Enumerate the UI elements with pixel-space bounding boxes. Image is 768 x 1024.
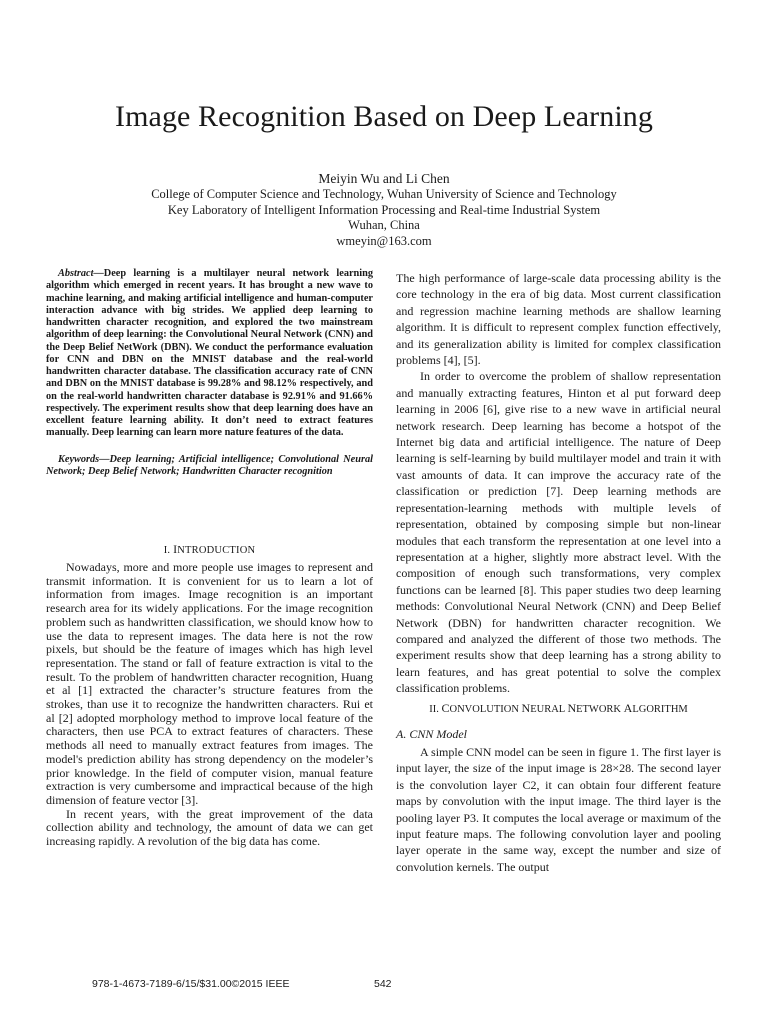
- keywords: Keywords—Deep learning; Artificial intelligence; Convolutional Neural Network; Deep Belief Network; Handwritten Character recognition: [46, 453, 373, 477]
- subsection-heading-cnn-model: A. CNN Model: [396, 727, 467, 741]
- affiliation-city: Wuhan, China: [348, 218, 420, 232]
- affiliation-block: [0, 187, 768, 249]
- body-paragraph: In order to overcome the problem of shallow representation and manually extracting features, Hinton et al put forward deep learning in 2006 [6], give rise to a new wave in artificial neural network research. Deep learning has become a hotspot of the Internet big data and artificial intelligence. The nature of Deep learning is self-learning by build multilayer model and train it with vast amounts of data. It can improve the accuracy rate of the classification or prediction [7]. Deep learning methods are representation-learning methods with multiple levels of representation, obtained by composing simple but non-linear modules that each transform the representation at one level into a representation at a higher, slightly more abstract level. With the composition of enough such transformations, very complex functions can be learned [8]. This paper studies two deep learning methods: Convolutional Neural Network (CNN) and Deep Belief Network (DBN) for handwritten character recognition. We compared and analyzed the different of those two methods. The experiment results show that deep learning has a strong ability to learn features, and has great potential to solve the complex classification problems.: [396, 369, 721, 696]
- abstract: [46, 268, 373, 440]
- right-column-body: [396, 270, 721, 697]
- paper-title: Image Recognition Based on Deep Learning: [115, 100, 653, 133]
- page-number: 542: [374, 978, 392, 990]
- footer-isbn: 978-1-4673-7189-6/15/$31.00©2015 IEEE: [92, 978, 290, 990]
- affiliation-college: College of Computer Science and Technology, Wuhan University of Science and Technology: [151, 187, 617, 201]
- author-email: wmeyin@163.com: [336, 233, 432, 248]
- section-heading-cnn: II. CONVOLUTION NEURAL NETWORK ALGORITHM: [429, 701, 688, 715]
- abstract-text: Deep learning is a multilayer neural network learning algorithm which emerged in recent years. It has brought a new wave to machine learning, and making artificial intelligence and human-computer interaction advance with big strides. We applied deep learning to handwritten character recognition, and explored the two mainstream algorithm of deep learning: the Convolutional Neural Network (CNN) and the Deep Belief NetWork (DBN). We conduct the performance evaluation for CNN and DBN on the MNIST database and the real-world handwritten character database. The classification accuracy rate of CNN and DBN on the MNIST database is 99.28% and 98.12% respectively, and on the real-world handwritten character database is 92.91% and 91.66% respectively. The experiment results show that deep learning does have an excellent feature learning ability. It don’t need to extract features manually. Deep learning can learn more nature features of the data.: [46, 268, 373, 439]
- author-names: Meiyin Wu and Li Chen: [318, 171, 450, 186]
- left-column-top: [46, 268, 373, 478]
- cnn-model-paragraph: A simple CNN model can be seen in figure 1. The first layer is input layer, the size of the input image is 28×28. The second layer is the convolution layer C2, it can obtain four different feature maps by convolution with the input image. The third layer is the pooling layer P3. It computes the local average or maximum of the input feature maps. The following convolution layer and pooling layer operate in the same way, except the number and size of convolution kernels. The output: [396, 745, 721, 874]
- intro-paragraph: Nowadays, more and more people use images to represent and transmit information. It is convenient for us to learn a lot of information from images. Image recognition is an important research area for its widely applications. For the image recognition problem such as handwritten classification, we should know how to use the data to represent images. The data here is not the row pixels, but should be the feature of images which has high level representation. The stand or fall of feature extraction is vital to the result. To the problem of handwritten character recognition, Huang et al [1] extracted the character’s structure features from the strokes, than use it to recognize the handwritten characters. Rui et al [2] adopted morphology method to improve local feature of the characters, then use PCA to extract features of characters. These methods all need to manually extract features from images. The model's prediction ability has strong dependency on the modeler’s prior knowledge. In the field of computer vision, manual feature extraction is very cumbersome and impractical because of the high dimension of feature vector [3].: [46, 560, 373, 807]
- affiliation-lab: Key Laboratory of Intelligent Information Processing and Real-time Industrial System: [167, 202, 601, 217]
- body-paragraph: The high performance of large-scale data processing ability is the core technology in the era of big data. Most current classification and regression machine learning methods are shallow learning algorithm. It is difficult to represent complex function effectively, and its generalization ability is limited for complex classification problems [4], [5].: [396, 271, 721, 368]
- introduction-body: [46, 561, 373, 849]
- intro-paragraph: In recent years, with the great improvement of the data collection ability and technology, the amount of data we can get increasing rapidly. A revolution of the big data has come.: [46, 806, 373, 849]
- section-heading-introduction: I. INTRODUCTION: [163, 542, 256, 556]
- abstract-label: Abstract—: [58, 268, 104, 279]
